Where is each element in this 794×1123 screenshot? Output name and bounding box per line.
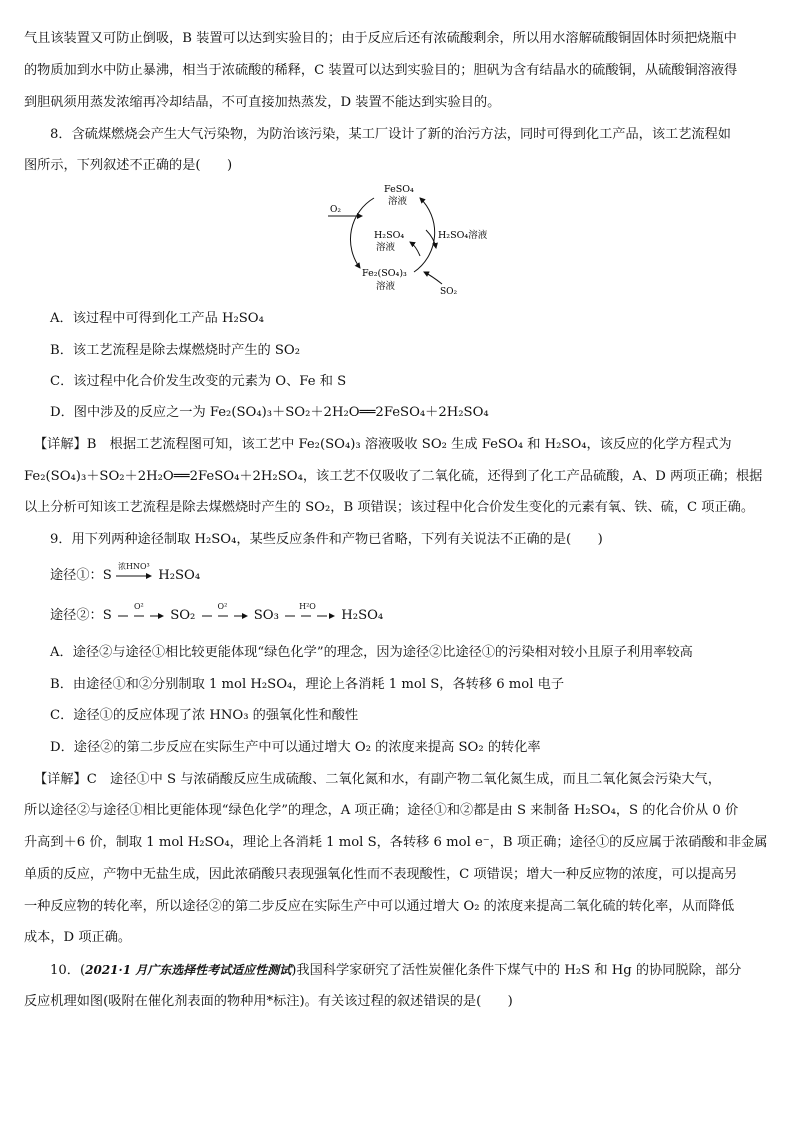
reaction-arrow bbox=[116, 562, 154, 585]
q8-detail-cont: Fe₂(SO₄)₃＋SO₂＋2H₂O══2FeSO₄＋2H₂SO₄，该工艺不仅吸收了二氧化硫，还得到了化工产品硫酸，A、D 两项正确；根据 bbox=[24, 469, 763, 484]
route-2-intermediate-2: SO₃ bbox=[253, 608, 279, 623]
route-2 bbox=[50, 602, 384, 625]
q8-option-b: B．该工艺流程是除去煤燃烧时产生的 SO₂ bbox=[50, 343, 301, 358]
route-1-prefix: 途径①：S bbox=[50, 568, 112, 583]
so2-arrow bbox=[424, 272, 442, 284]
q8-option-c: C．该过程中化合价发生改变的元素为 O、Fe 和 S bbox=[50, 374, 347, 389]
label-feso4-sol: 溶液 bbox=[388, 196, 408, 207]
route-2-condition-3: H²O bbox=[299, 602, 316, 611]
label-feso4: FeSO₄ bbox=[384, 184, 414, 195]
label-fe2so43: Fe₂(SO₄)₃ bbox=[362, 268, 407, 279]
process-flow-diagram bbox=[318, 180, 508, 302]
cycle-arc-right bbox=[414, 198, 435, 272]
question-10-stem bbox=[50, 961, 741, 980]
q9-detail-cont: 单质的反应，产物中无盐生成，因此浓硝酸只表现强氧化性而不表现酸性，C 项错误；增大一种反应物的浓度，可以提高另 bbox=[24, 867, 738, 882]
q8-option-d: D．图中涉及的反应之一为 Fe₂(SO₄)₃＋SO₂＋2H₂O══2FeSO₄＋2H₂SO₄ bbox=[50, 405, 489, 420]
text-line: 气且该装置又可防止倒吸，B 装置可以达到实验目的；由于反应后还有浓硫酸剩余，所以用水溶解硫酸铜固体时须把烧瓶中 bbox=[24, 31, 737, 46]
route-2-intermediate-1: SO₂ bbox=[170, 608, 196, 623]
q9-detail-cont: 所以途径②与途径①相比更能体现“绿色化学”的理念，A 项正确；途径①和②都是由 S 来制备 H₂SO₄，S 的化合价从 0 价 bbox=[24, 803, 739, 818]
label-h2so4-center-sol: 溶液 bbox=[376, 242, 396, 253]
q8-detail: 【详解】B 根据工艺流程图可知，该工艺中 Fe₂(SO₄)₃ 溶液吸收 SO₂ 生成 FeSO₄ 和 H₂SO₄，该反应的化学方程式为 bbox=[34, 437, 732, 452]
q9-detail-cont: 一种反应物的转化率，所以途径②的第二步反应在实际生产中可以通过增大 O₂ 的浓度来提高二氧化硫的转化率，从而降低 bbox=[24, 899, 735, 914]
question-10-stem-cont: 反应机理如图(吸附在催化剂表面的物种用*标注)。有关该过程的叙述错误的是( ) bbox=[24, 994, 513, 1009]
route-1-condition: 浓HNO³ bbox=[118, 562, 150, 571]
q10-source: 2021·1 月广东选择性考试适应性测试 bbox=[85, 963, 292, 977]
q9-detail-cont: 升高到＋6 价，制取 1 mol H₂SO₄，理论上各消耗 1 mol S，各转移 6 mol e⁻，B 项正确；途径①的反应属于浓硝酸和非金属 bbox=[24, 835, 768, 850]
q9-option-a: A．途径②与途径①相比较更能体现“绿色化学”的理念，因为途径②比途径①的污染相对较小且原子利用率较高 bbox=[50, 645, 693, 660]
cycle-arc-left bbox=[350, 198, 374, 268]
label-fe2so43-sol: 溶液 bbox=[376, 281, 396, 292]
question-8-stem: 8．含硫煤燃烧会产生大气污染物，为防治该污染，某工厂设计了新的治污方法，同时可得到化工产品，该工艺流程如 bbox=[50, 127, 731, 142]
q10-stem-text: )我国科学家研究了活性炭催化条件下煤气中的 H₂S 和 Hg 的协同脱除，部分 bbox=[291, 963, 742, 978]
q9-option-d: D．途径②的第二步反应在实际生产中可以通过增大 O₂ 的浓度来提高 SO₂ 的转化率 bbox=[50, 740, 541, 755]
q8-detail-cont: 以上分析可知该工艺流程是除去煤燃烧时产生的 SO₂，B 项错误；该过程中化合价发生变化的元素有氧、铁、硫，C 项正确。 bbox=[24, 500, 755, 515]
reaction-arrow bbox=[283, 602, 337, 625]
route-1-product: H₂SO₄ bbox=[158, 568, 201, 583]
q10-number: 10．( bbox=[50, 963, 86, 978]
label-so2: SO₂ bbox=[440, 287, 458, 297]
route-2-prefix: 途径②：S bbox=[50, 608, 112, 623]
reaction-arrow bbox=[116, 602, 166, 625]
center-arrow bbox=[410, 242, 420, 256]
q9-detail: 【详解】C 途径①中 S 与浓硝酸反应生成硫酸、二氧化氮和水，有副产物二氧化氮生成，而且二氧化氮会污染大气， bbox=[34, 772, 721, 787]
label-o2: O₂ bbox=[330, 205, 341, 215]
route-2-product: H₂SO₄ bbox=[341, 608, 384, 623]
route-2-condition-2: O² bbox=[217, 602, 228, 611]
route-2-condition-1: O² bbox=[134, 602, 144, 611]
text-line: 到胆矾须用蒸发浓缩再冷却结晶，不可直接加热蒸发，D 装置不能达到实验目的。 bbox=[24, 95, 501, 110]
q9-detail-cont: 成本，D 项正确。 bbox=[24, 930, 132, 945]
q8-option-a: A．该过程中可得到化工产品 H₂SO₄ bbox=[50, 311, 264, 326]
question-9-stem: 9．用下列两种途径制取 H₂SO₄，某些反应条件和产物已省略，下列有关说法不正确的是( ) bbox=[50, 532, 603, 547]
question-8-stem-cont: 图所示，下列叙述不正确的是( ) bbox=[24, 158, 233, 173]
q9-option-b: B．由途径①和②分别制取 1 mol H₂SO₄，理论上各消耗 1 mol S，各转移 6 mol 电子 bbox=[50, 677, 565, 692]
text-line: 的物质加到水中防止暴沸，相当于浓硫酸的稀释，C 装置可以达到实验目的；胆矾为含有结晶水的硫酸铜，从硫酸铜溶液得 bbox=[24, 63, 738, 78]
route-1 bbox=[50, 562, 201, 585]
q9-option-c: C．途径①的反应体现了浓 HNO₃ 的强氧化性和酸性 bbox=[50, 708, 359, 723]
label-h2so4-center: H₂SO₄ bbox=[374, 230, 405, 241]
reaction-arrow bbox=[200, 602, 250, 625]
label-h2so4-right: H₂SO₄溶液 bbox=[438, 230, 488, 241]
